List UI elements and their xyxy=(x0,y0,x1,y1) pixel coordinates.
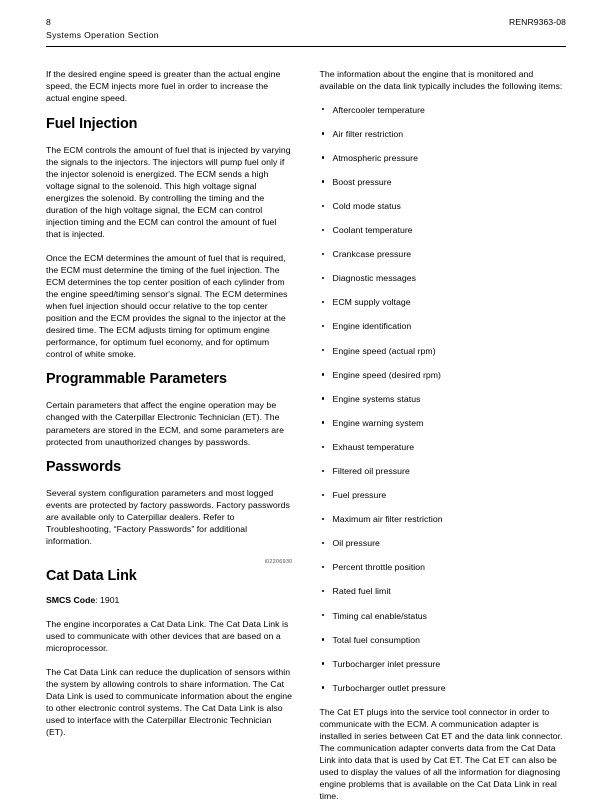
list-item-label: Rated fuel limit xyxy=(332,586,391,597)
list-item xyxy=(320,561,567,573)
bullet-dot-icon xyxy=(322,470,324,472)
list-item xyxy=(320,320,567,332)
list-item xyxy=(320,417,567,429)
fuel-injection-paragraph-2: Once the ECM determines the amount of fuel that is required, the ECM must determine the timing of the fuel injection. The ECM determines the top center position of each cylinder from the engine speed/timing sensor's signal. The ECM determines when fuel injection should occur relative to the top center position and the ECM provides the signal to the injector at the desired time. The ECM adjusts timing for optimum engine performance, for optimum fuel economy, and for optimum control of white smoke. xyxy=(46,252,288,359)
list-item xyxy=(320,489,567,501)
bullet-dot-icon xyxy=(322,373,324,375)
list-item-label: Atmospheric pressure xyxy=(332,152,418,163)
cat-data-link-paragraph-1: The engine incorporates a Cat Data Link. The Cat Data Link is used to communicate with other devices that are based on a microprocessor. xyxy=(46,618,289,653)
programmable-parameters-paragraph-1: Certain parameters that affect the engine operation may be changed with the Caterpillar Electronic Technician (ET). The parameters are stored in the ECM, and some parameters are protected from unauthorized changes by passwords. xyxy=(46,400,285,447)
list-item xyxy=(320,248,567,260)
right-column xyxy=(320,68,567,802)
bullet-dot-icon xyxy=(322,614,324,616)
list-item xyxy=(320,128,567,140)
list-item xyxy=(320,224,567,236)
heading-programmable-parameters: Programmable Parameters xyxy=(46,371,227,388)
bullet-dot-icon xyxy=(322,662,324,664)
list-item-label: Cold mode status xyxy=(332,200,401,211)
bullet-dot-icon xyxy=(322,397,324,399)
bullet-dot-icon xyxy=(322,542,324,544)
bullet-dot-icon xyxy=(322,229,324,231)
section-title: Systems Operation Section xyxy=(46,30,159,40)
list-item-label: Oil pressure xyxy=(332,538,380,549)
list-item-label: Air filter restriction xyxy=(332,128,404,139)
list-item-label: Diagnostic messages xyxy=(332,273,417,284)
list-item xyxy=(320,152,567,164)
bullet-dot-icon xyxy=(322,205,324,207)
list-item xyxy=(320,682,567,694)
list-item xyxy=(320,441,567,453)
intro-paragraph: If the desired engine speed is greater than the actual engine speed, the ECM injects more fuel in order to increase the actual engine speed. xyxy=(46,69,281,104)
bullet-dot-icon xyxy=(322,349,324,351)
list-item xyxy=(320,369,567,381)
list-item-label: ECM supply voltage xyxy=(332,297,411,308)
heading-passwords: Passwords xyxy=(46,459,122,476)
list-item-label: Boost pressure xyxy=(332,176,392,187)
list-item xyxy=(320,585,567,597)
list-item-label: Engine systems status xyxy=(332,393,421,404)
list-item xyxy=(320,465,567,477)
list-item-label: Maximum air filter restriction xyxy=(332,514,443,525)
list-item xyxy=(320,176,567,188)
closing-paragraph: The Cat ET plugs into the service tool connector in order to communicate with the ECM. A communication adapter is installed in series between Cat ET and the data link connector. The communication adapter converts data from the Cat Data Link into data that is used by Cat ET. The Cat ET can also be used to display the values of all the information for diagnosing engine problems that is available on the Cat Data Link in real time. xyxy=(319,706,563,802)
list-item xyxy=(320,393,567,405)
fuel-injection-paragraph-1: The ECM controls the amount of fuel that is injected by varying the signals to the injectors. The injectors will pump fuel only if the injector solenoid is energized. The ECM sends a high voltage signal to the solenoid. This high voltage signal energizes the solenoid. By controlling the timing and the duration of the high voltage signal, the ECM can control injection timing and the ECM can control the amount of fuel that is injected. xyxy=(46,144,291,239)
bullet-dot-icon xyxy=(322,494,324,496)
document-id: RENR9363-08 xyxy=(509,17,566,27)
list-item-label: Coolant temperature xyxy=(332,225,413,236)
list-item-label: Filtered oil pressure xyxy=(332,466,410,476)
heading-cat-data-link: Cat Data Link xyxy=(46,567,137,584)
bullet-dot-icon xyxy=(322,518,324,520)
list-item xyxy=(320,658,567,670)
list-item-label: Percent throttle position xyxy=(332,562,426,573)
list-item-label: Turbocharger outlet pressure xyxy=(332,682,446,693)
smcs-code xyxy=(46,594,293,606)
left-column xyxy=(46,68,293,802)
list-item-label: Engine identification xyxy=(332,321,412,332)
list-item xyxy=(320,200,567,212)
bullet-dot-icon xyxy=(322,301,324,303)
cat-data-link-paragraph-2: The Cat Data Link can reduce the duplication of sensors within the system by allowing controls to share information. The Cat Data Link is used to communicate information about the engine to other electronic control systems. The Cat Data Link is also used to interface with the Caterpillar Electronic Technician (ET). xyxy=(46,666,292,737)
bullet-dot-icon xyxy=(322,180,324,182)
bullet-dot-icon xyxy=(322,590,324,592)
list-item xyxy=(320,345,567,357)
list-item xyxy=(320,513,567,525)
header-top-row xyxy=(46,17,566,28)
list-item-label: Exhaust temperature xyxy=(332,441,415,452)
list-item-label: Crankcase pressure xyxy=(332,249,412,260)
bullet-dot-icon xyxy=(322,325,324,327)
heading-fuel-injection: Fuel Injection xyxy=(46,115,138,132)
page-number: 8 xyxy=(46,17,51,27)
list-item-label: Aftercooler temperature xyxy=(332,104,425,115)
monitored-list-intro: The information about the engine that is monitored and available on the data link typically includes the following items: xyxy=(319,69,563,92)
bullet-dot-icon xyxy=(322,277,324,279)
list-item xyxy=(320,272,567,284)
bullet-dot-icon xyxy=(322,253,324,255)
header-divider xyxy=(46,46,566,47)
bullet-dot-icon xyxy=(322,421,324,423)
bullet-dot-icon xyxy=(322,108,324,110)
list-item xyxy=(320,537,567,549)
list-item xyxy=(320,104,567,116)
bullet-dot-icon xyxy=(322,566,324,568)
bullet-dot-icon xyxy=(322,638,324,640)
list-item-label: Engine speed (actual rpm) xyxy=(332,345,436,356)
bullet-dot-icon xyxy=(322,132,324,134)
list-item xyxy=(320,634,567,646)
smcs-code-value: : 1901 xyxy=(95,594,120,605)
passwords-paragraph-1: Several system configuration parameters and most logged events are protected by factory passwords. Factory passwords are available only to Caterpillar dealers. Refer to Troubleshooting, “Factory Passwords” for additional information. xyxy=(46,488,290,547)
bullet-dot-icon xyxy=(322,156,324,158)
monitored-items-list xyxy=(320,104,567,694)
list-item xyxy=(320,296,567,308)
body-columns xyxy=(46,68,566,802)
bullet-dot-icon xyxy=(322,446,324,448)
smcs-code-label: SMCS Code xyxy=(46,594,96,605)
reference-number: i02206930 xyxy=(264,558,293,565)
list-item-label: Engine warning system xyxy=(332,417,424,428)
page-header xyxy=(46,17,566,41)
list-item-label: Timing cal enable/status xyxy=(332,610,428,621)
list-item-label: Engine speed (desired rpm) xyxy=(332,369,442,380)
list-item-label: Turbocharger inlet pressure xyxy=(332,658,441,669)
list-item-label: Fuel pressure xyxy=(332,490,387,501)
list-item xyxy=(320,610,567,622)
list-item-label: Total fuel consumption xyxy=(332,634,421,645)
bullet-dot-icon xyxy=(322,686,324,688)
